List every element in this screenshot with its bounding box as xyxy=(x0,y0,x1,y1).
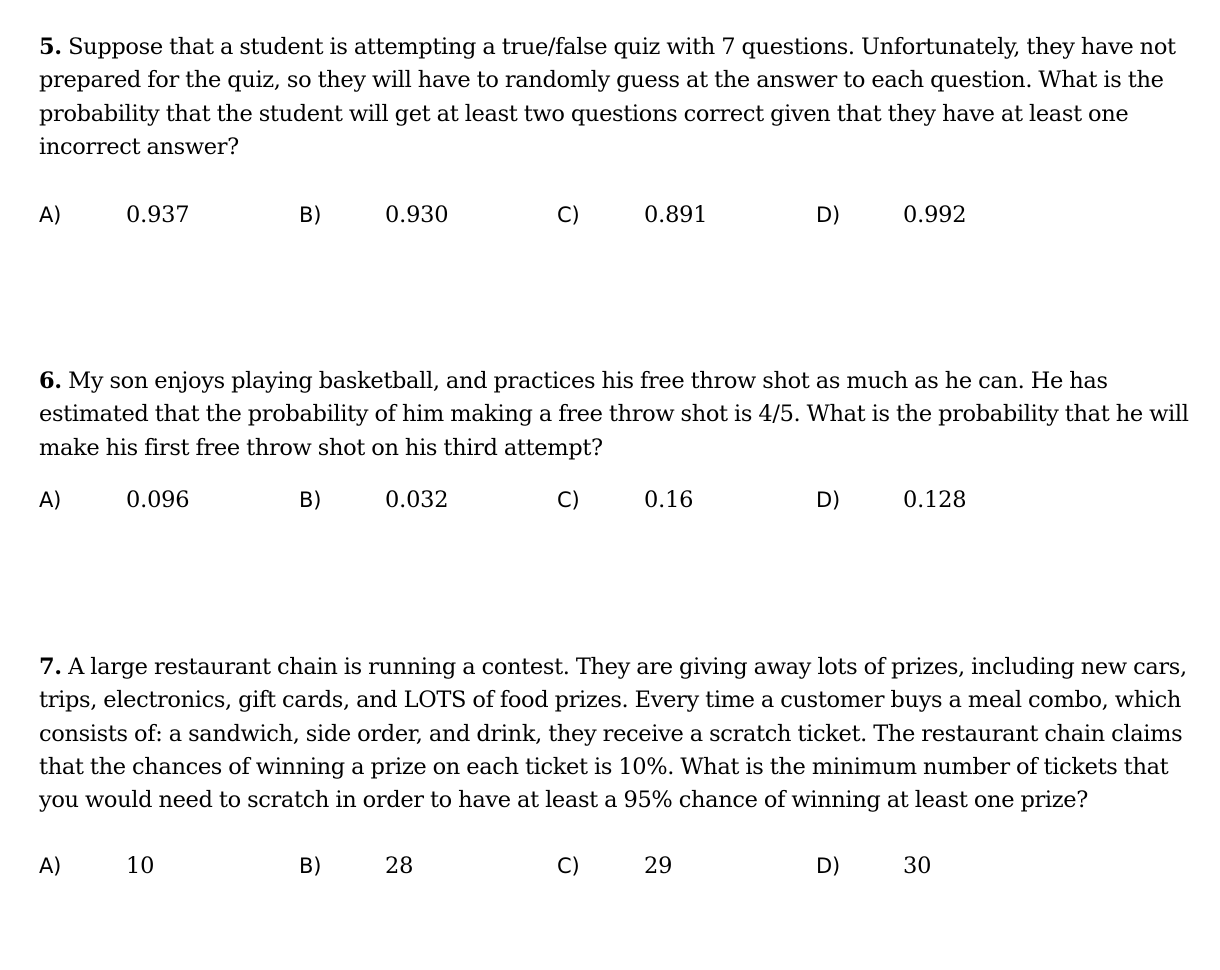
question-7-choice-c-value: 29 xyxy=(644,853,673,880)
question-7-choice-a-value: 10 xyxy=(126,853,155,880)
question-6-choice-b-value: 0.032 xyxy=(385,486,449,513)
question-5-choice-b-letter: B) xyxy=(299,203,322,228)
question-6-text: My son enjoys playing basketball, and practices his free throw shot as much as he can. He has estimated that the probability of him making a free throw shot is 4/5. What is the probability that he will make his first free throw shot on his third attempt? xyxy=(39,368,1189,461)
question-5-choice-d-value: 0.992 xyxy=(903,202,967,229)
question-7-choice-d-letter: D) xyxy=(816,854,840,879)
question-7-choice-c-letter: C) xyxy=(557,854,580,879)
question-7-text-block xyxy=(39,651,1189,817)
question-5-number: 5. xyxy=(39,34,62,60)
question-7-choice-d-value: 30 xyxy=(903,853,932,880)
question-5-text: Suppose that a student is attempting a true/false quiz with 7 questions. Unfortunately, they have not prepared for the quiz, so they will have to randomly guess at the answer to each question. What is the probability that the student will get at least two questions correct given that they have at least one incorrect answer? xyxy=(39,34,1176,160)
question-6-choice-a-letter: A) xyxy=(39,487,62,512)
question-6-choices xyxy=(39,483,1189,517)
question-5-choices xyxy=(39,198,1189,232)
question-5-choice-b-value: 0.930 xyxy=(385,202,449,229)
question-5 xyxy=(39,31,1189,232)
question-7-text: A large restaurant chain is running a contest. They are giving away lots of prizes, including new cars, trips, electronics, gift cards, and LOTS of food prizes. Every time a customer buys a meal combo, which consists of: a sandwich, side order, and drink, they receive a scratch ticket. The restaurant chain claims that the chances of winning a prize on each ticket is 10%. What is the minimum number of tickets that you would need to scratch in order to have at least a 95% chance of winning at least one prize? xyxy=(39,654,1187,814)
question-5-text-block xyxy=(39,31,1189,164)
question-7-choice-a-letter: A) xyxy=(39,854,62,879)
question-7-number: 7. xyxy=(39,654,62,680)
question-7-choice-b-value: 28 xyxy=(385,853,414,880)
question-5-choice-a-letter: A) xyxy=(39,203,62,228)
question-5-choice-a-value: 0.937 xyxy=(126,202,190,229)
question-6-choice-b-letter: B) xyxy=(299,487,322,512)
question-6-number: 6. xyxy=(39,368,62,394)
question-6-choice-a-value: 0.096 xyxy=(126,486,190,513)
question-6-choice-d-letter: D) xyxy=(816,487,840,512)
question-6-choice-d-value: 0.128 xyxy=(903,486,967,513)
question-6-choice-c-value: 0.16 xyxy=(644,486,694,513)
question-7-choice-b-letter: B) xyxy=(299,854,322,879)
question-5-choice-c-letter: C) xyxy=(557,203,580,228)
question-6 xyxy=(39,365,1189,517)
question-6-text-block xyxy=(39,365,1189,465)
question-7 xyxy=(39,651,1189,883)
question-5-choice-d-letter: D) xyxy=(816,203,840,228)
question-7-choices xyxy=(39,849,1189,883)
question-6-choice-c-letter: C) xyxy=(557,487,580,512)
question-5-choice-c-value: 0.891 xyxy=(644,202,708,229)
